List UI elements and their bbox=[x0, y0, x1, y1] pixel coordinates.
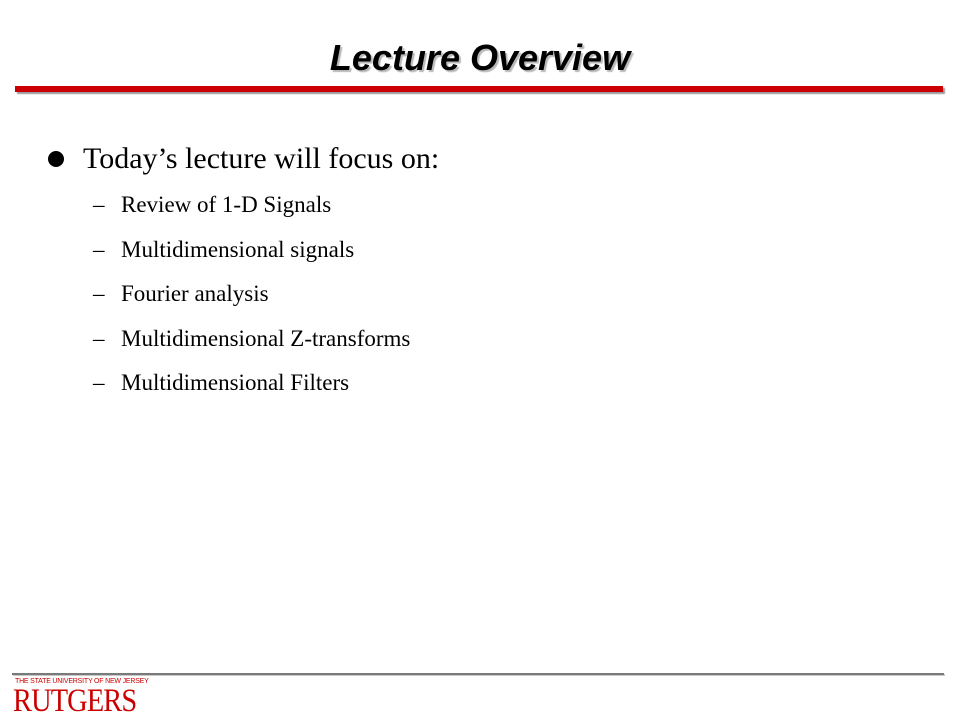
sub-bullet-item bbox=[93, 183, 410, 228]
sub-bullet-list bbox=[93, 183, 410, 406]
sub-bullet-item bbox=[93, 228, 410, 273]
dash-bullet-icon: – bbox=[93, 192, 105, 218]
sub-bullet-text: Multidimensional Z-transforms bbox=[121, 325, 411, 351]
footer-rule bbox=[12, 673, 944, 675]
bullet-dot-icon bbox=[48, 151, 64, 167]
logo-tagline: THE STATE UNIVERSITY OF NEW JERSEY bbox=[15, 678, 149, 685]
sub-bullet-text: Fourier analysis bbox=[121, 281, 269, 307]
sub-bullet-item bbox=[93, 317, 410, 362]
dash-bullet-icon: – bbox=[93, 325, 105, 351]
sub-bullet-text: Multidimensional signals bbox=[121, 236, 355, 262]
dash-bullet-icon: – bbox=[93, 370, 105, 396]
sub-bullet-item bbox=[93, 272, 410, 317]
sub-bullet-text: Multidimensional Filters bbox=[121, 370, 350, 396]
title-underline-rule bbox=[15, 86, 943, 92]
sub-bullet-text: Review of 1-D Signals bbox=[121, 192, 332, 218]
rutgers-logo bbox=[12, 677, 152, 719]
main-bullet bbox=[48, 139, 439, 179]
dash-bullet-icon: – bbox=[93, 281, 105, 307]
slide-title: Lecture Overview bbox=[329, 37, 631, 78]
main-bullet-text: Today’s lecture will focus on: bbox=[83, 142, 440, 175]
dash-bullet-icon: – bbox=[93, 236, 105, 262]
sub-bullet-item bbox=[93, 361, 410, 406]
logo-wordmark: RUTGERS bbox=[13, 683, 137, 719]
